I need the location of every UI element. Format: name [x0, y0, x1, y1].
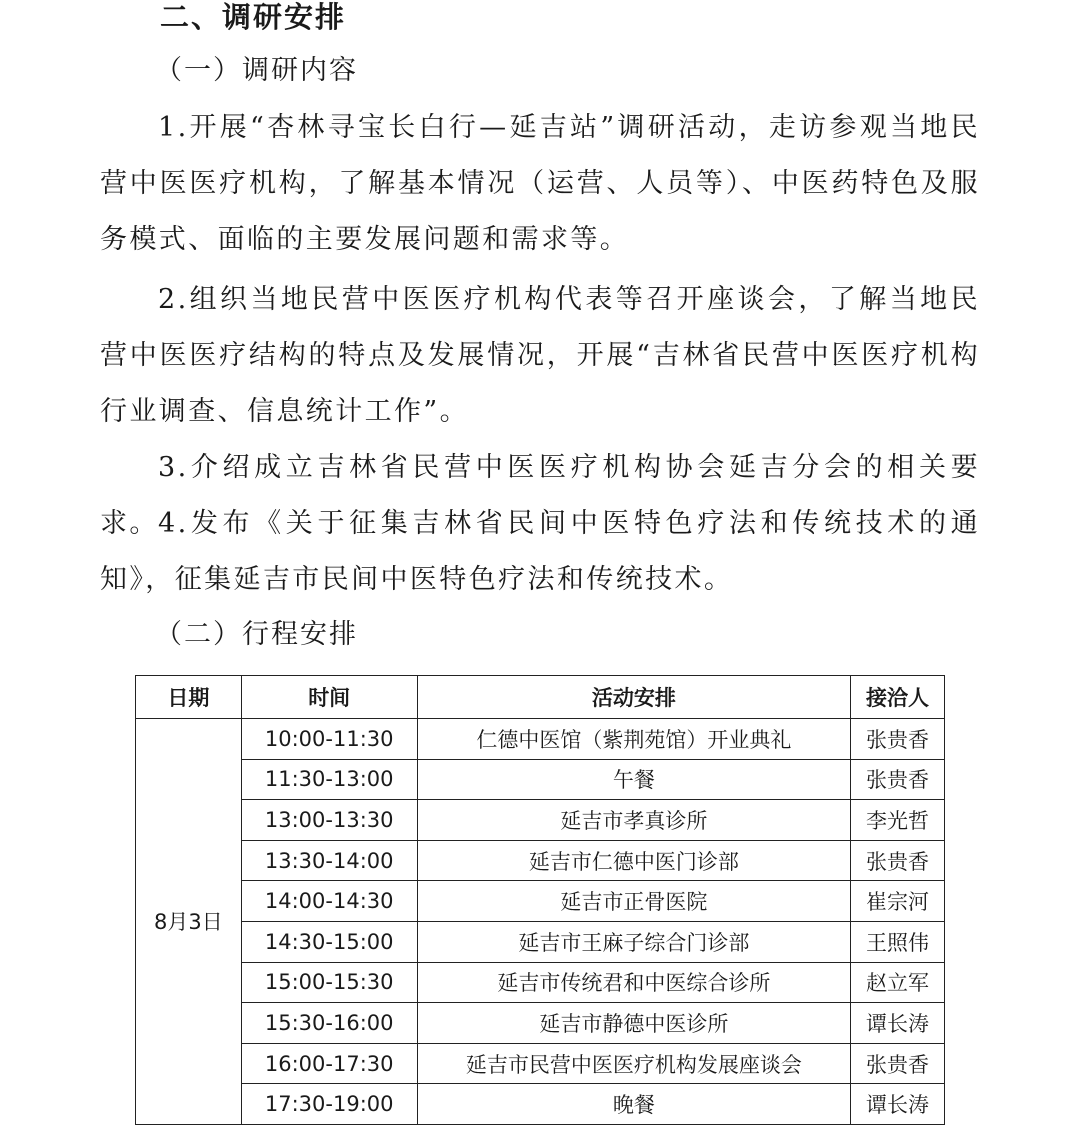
time-cell: 13:30-14:00	[241, 840, 417, 881]
table-row	[136, 1084, 945, 1125]
header-time: 时间	[241, 676, 417, 719]
contact-cell: 王照伟	[851, 921, 945, 962]
contact-cell: 张贵香	[851, 719, 945, 760]
time-cell: 13:00-13:30	[241, 800, 417, 841]
activity-cell: 延吉市仁德中医门诊部	[417, 840, 851, 881]
table-body	[136, 719, 945, 1125]
table-row	[136, 1003, 945, 1044]
time-cell: 11:30-13:00	[241, 759, 417, 800]
date-cell: 8月3日	[136, 719, 242, 1125]
time-cell: 10:00-11:30	[241, 719, 417, 760]
activity-cell: 仁德中医馆（紫荆苑馆）开业典礼	[417, 719, 851, 760]
contact-cell: 谭长涛	[851, 1084, 945, 1125]
activity-cell: 晚餐	[417, 1084, 851, 1125]
time-cell: 15:30-16:00	[241, 1003, 417, 1044]
section-heading: 二、调研安排	[160, 0, 347, 34]
paragraph-2: 2.组织当地民营中医医疗机构代表等召开座谈会，了解当地民营中医医疗结构的特点及发展情况，开展“吉林省民营中医医疗机构行业调查、信息统计工作”。	[100, 284, 980, 427]
table-row	[136, 800, 945, 841]
paragraph-4: 4.发布《关于征集吉林省民间中医特色疗法和传统技术的通知》，征集延吉市民间中医特色疗法和传统技术。	[100, 508, 980, 595]
table-row	[136, 881, 945, 922]
table-row	[136, 962, 945, 1003]
time-cell: 14:30-15:00	[241, 921, 417, 962]
time-cell: 14:00-14:30	[241, 881, 417, 922]
time-cell: 17:30-19:00	[241, 1084, 417, 1125]
activity-cell: 延吉市民营中医医疗机构发展座谈会	[417, 1043, 851, 1084]
table-row	[136, 719, 945, 760]
contact-cell: 崔宗河	[851, 881, 945, 922]
table-row	[136, 1043, 945, 1084]
contact-cell: 赵立军	[851, 962, 945, 1003]
table-row	[136, 759, 945, 800]
activity-cell: 午餐	[417, 759, 851, 800]
table-row	[136, 921, 945, 962]
header-date: 日期	[136, 676, 242, 719]
contact-cell: 李光哲	[851, 800, 945, 841]
header-activity: 活动安排	[417, 676, 851, 719]
time-cell: 15:00-15:30	[241, 962, 417, 1003]
contact-cell: 张贵香	[851, 1043, 945, 1084]
activity-cell: 延吉市正骨医院	[417, 881, 851, 922]
time-cell: 16:00-17:30	[241, 1043, 417, 1084]
activity-cell: 延吉市静德中医诊所	[417, 1003, 851, 1044]
contact-cell: 张贵香	[851, 759, 945, 800]
activity-cell: 延吉市王麻子综合门诊部	[417, 921, 851, 962]
table-row	[136, 840, 945, 881]
contact-cell: 张贵香	[851, 840, 945, 881]
subsection-title-content: （一）调研内容	[155, 55, 358, 86]
schedule-table	[135, 675, 945, 1125]
header-contact: 接洽人	[851, 676, 945, 719]
table-header-row	[136, 676, 945, 719]
paragraph-3: 3.介绍成立吉林省民营中医医疗机构协会延吉分会的相关要求。	[100, 452, 980, 539]
activity-cell: 延吉市传统君和中医综合诊所	[417, 962, 851, 1003]
paragraph-1: 1.开展“杏林寻宝长白行—延吉站”调研活动，走访参观当地民营中医医疗机构，了解基本情况（运营、人员等）、中医药特色及服务模式、面临的主要发展问题和需求等。	[100, 112, 980, 255]
contact-cell: 谭长涛	[851, 1003, 945, 1044]
subsection-title-schedule: （二）行程安排	[155, 619, 358, 650]
activity-cell: 延吉市孝真诊所	[417, 800, 851, 841]
